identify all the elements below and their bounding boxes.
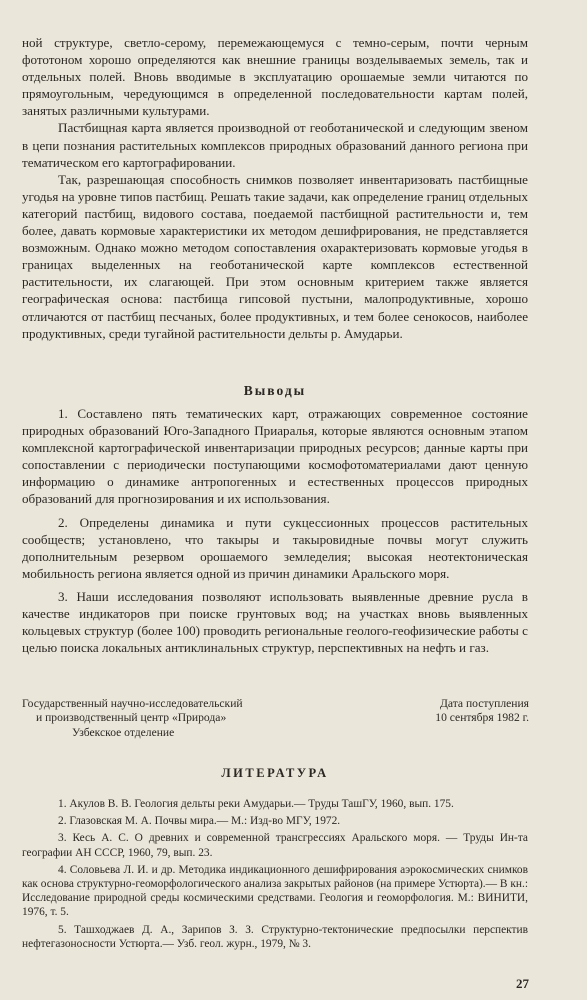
paragraph: Так, разрешающая способность снимков позволяет инвентаризовать пастбищные угодья на уровне типов пастбищ. Решать такие задачи, как определение границ отдельных категорий пастбищ, видового состава, поедаемой пастбищной растительности и, тем более, давать кормовые характеристики их методом дешифрирования, не представляется возможным. Однако можно методом сопоставления охарактеризовать кормовые угодья в границах выделенных на геоботанической карте комплексов естественной растительности, их слагающей. При этом основным критерием также является географическая основа: пастбища гипсовой пустыни, малопродуктивные, хорошо отличаются от пастбищ песчаных, более продуктивных, и тем более сенокосов, наиболее продуктивных, среди тугайной растительности дельты р. Амударьи. (22, 171, 528, 341)
paragraph: ной структуре, светло-серому, перемежающемуся с темно-серым, почти черным фототоном хорошо определяются как внешние границы возделываемых земель, так и отдельных полей. Вновь вводимые в эксплуатацию орошаемые земли читаются по прямоугольным, чередующимся в определенной последовательности картам полей, занятых различными культурами. (22, 35, 528, 119)
affiliation-line: Узбекское отделение (72, 725, 175, 739)
conclusion-item: 1. Составлено пять тематических карт, отражающих современное состояние природных образований Юго-Западного Приаралья, которые являются основным этапом комплексной картографической инвентаризации природных ресурсов; данные карты при сопоставлении с периодически поступающими космофотоматериалами дают ценную информацию о динамике антропогенных и естественных процессов природных образований для прогнозирования и их использования. (22, 406, 528, 507)
references-list (22, 797, 528, 954)
page-number: 27 (516, 976, 529, 991)
references-heading: ЛИТЕРАТУРА (221, 766, 329, 780)
conclusion-item: 2. Определены динамика и пути сукцессионных процессов растительных сообществ; установлено, что такыры и такыровидные почвы могут служить дополнительным резервом орошаемого земледелия; высокая неотектоническая мобильность региона является одной из причин динамики Аральского моря. (22, 514, 528, 581)
conclusion-item: 3. Наши исследования позволяют использовать выявленные древние русла в качестве индикаторов при поиске грунтовых вод; на участках вновь выявленных кольцевых структур (более 100) проводить региональные геолого-геофизические работы с целью поиска локальных антиклинальных структур, перспективных на нефть и газ. (22, 588, 528, 656)
received-label: Дата поступления (439, 697, 529, 710)
reference-item: 3. Кесь А. С. О древних и современной трансгрессиях Аральского моря. — Труды Ин-та географии АН СССР, 1960, 79, вып. 23. (22, 832, 528, 859)
body-text (22, 34, 528, 342)
reference-item: 4. Соловьева Л. И. и др. Методика индикационного дешифрирования аэрокосмических снимков как основа структурно-геоморфологического анализа закрытых районов (на примере Устюрта).— В кн.: Исследование природной среды космическими средствами. Геология и геоморфология. М.: ВИНИТИ, 1976, т. 5. (22, 863, 528, 919)
conclusions-heading: Выводы (243, 383, 307, 398)
conclusions-list (22, 405, 528, 662)
affiliation-line: Государственный научно-исследовательский (22, 697, 243, 710)
reference-item: 5. Ташходжаев Д. А., Зарипов З. З. Структурно-тектонические предпосылки перспектив нефтегазоносности Устюрта.— Узб. геол. журн., 1979, № 3. (22, 923, 528, 950)
paragraph: Пастбищная карта является производной от геоботанической и следующим звеном в цепи познания растительных комплексов природных образований данного региона при тематическом его картографировании. (22, 120, 528, 170)
received-value: 10 сентября 1982 г. (435, 711, 529, 725)
affiliation-line: и производственный центр «Природа» (36, 711, 227, 725)
affiliation (22, 697, 243, 740)
reference-item: 2. Глазовская М. А. Почвы мира.— М.: Изд-во МГУ, 1972. (58, 815, 341, 828)
reference-item: 1. Акулов В. В. Геология дельты реки Амударьи.— Труды ТашГУ, 1960, вып. 175. (58, 798, 454, 810)
received-date (435, 697, 529, 726)
